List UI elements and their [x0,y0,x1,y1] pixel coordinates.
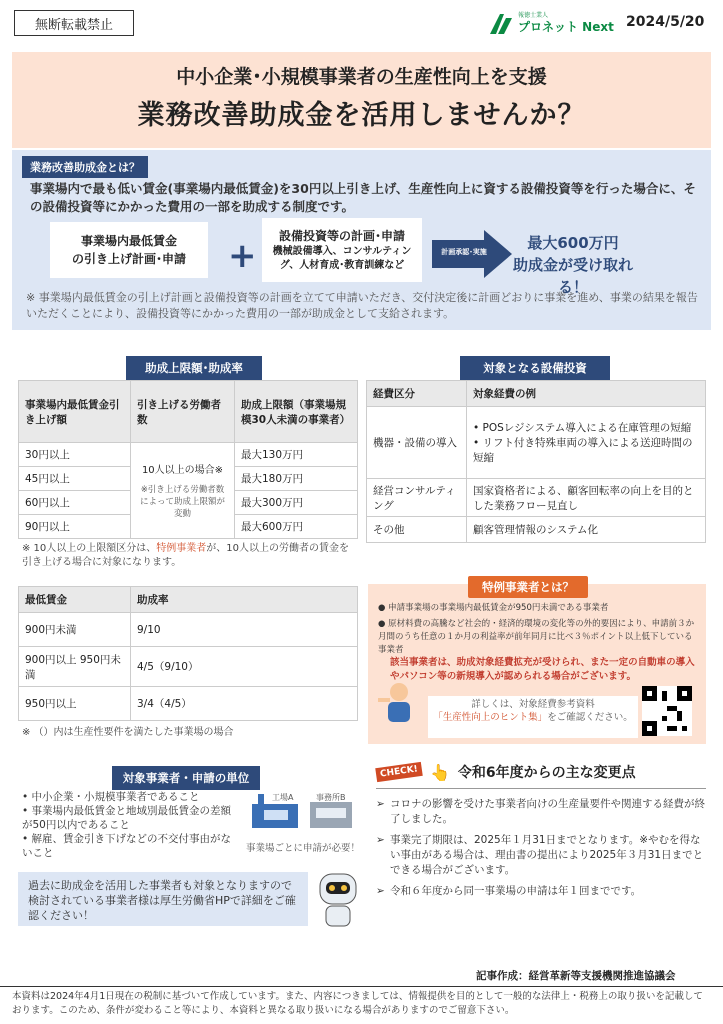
rates-col-wage: 最低賃金 [19,587,131,613]
equipment-heading: 対象となる設備投資 [460,356,610,380]
table-row [19,443,358,467]
limits-raise: 45円以上 [19,467,131,491]
limits-col-limit: 助成上限額（事業場規模30人未満の事業者） [235,381,358,443]
limits-raise: 90円以上 [19,515,131,539]
limits-note [22,542,358,570]
changes-list [376,788,706,899]
applicants-heading: 対象事業者・申請の単位 [112,766,260,790]
logo-name: プロネット Next [518,20,614,34]
rates-col-rate: 助成率 [131,587,358,613]
applicants-caption: 事業場ごとに申請が必要！ [246,843,361,854]
robot-icon [312,870,364,932]
limits-col-workers: 引き上げる労働者数 [131,381,235,443]
hero-subtitle: 中小企業･小規模事業者の生産性向上を支援 [176,66,547,88]
special-ref-link[interactable]: 「生産性向上のヒント集」 [433,712,548,723]
list-item: • 事業場内最低賃金と地域別最低賃金の差額が50円以内であること [22,805,232,831]
investment-plan-line2: 機械設備導入、コンサルティン [272,246,412,257]
rates-rate: 9/10 [131,613,358,647]
special-reference [428,696,638,738]
special-item-2: 原材料費の高騰など社会的・経済的環境の変化等の外的要因により、申請前３か月間のうち任意の１か月の利益率が前年同月に比べ３％ポイント以上低下している事業者 [378,619,695,655]
logo-mark-icon [488,10,514,36]
changes-title: 令和6年度からの主な変更点 [457,765,636,781]
intro-note: ※ 事業場内最低賃金の引上げ計画と設備投資等の計画を立てて申請いただき、交付決定後に計画どおりに事業を進め、事業の結果を報告いただくことにより、設備投資等にかかった費用の一部が助成金として支給されます。 [26,291,698,320]
wage-plan-line2: の引き上げ計画･申請 [71,252,186,266]
check-badge: CHECK! [375,762,422,782]
list-item: ➢ コロナの影響を受けた事業者向けの生産量要件や関連する経費が終了しました。 [376,797,706,827]
rates-wage: 900円未満 [19,613,131,647]
limits-workers-cell [131,443,235,539]
table-row [19,613,358,647]
intro-section [12,150,711,330]
rates-rate: 3/4（4/5） [131,687,358,721]
limits-note-pre: ※ 10人以上の上限額区分は、 [22,543,157,554]
limits-amount: 最大600万円 [235,515,358,539]
applicant-condition: 中小企業・小規模事業者であること [31,791,200,803]
person-pointing-icon [378,680,420,726]
limits-note-post: が、10人以上の労働者の賃金を引き上げる場合に対象になります。 [22,543,350,568]
footer-disclaimer: 本資料は2024年4月1日現在の税制に基づいて作成しています。また、内容につきましては、情報提供を目的として一般的な法律上・税務上の取り扱いを記載しております。このため、条件が変わること等により、本資料と異なる取り扱いになる場合がありますのでご留意下さい。 [12,991,703,1016]
limits-amount: 最大130万円 [235,443,358,467]
special-ref-line3: をご確認ください。 [547,712,633,723]
special-section [368,580,706,744]
equipment-table [366,380,706,543]
list-item: ➢ 事業完了期限は、2025年１月31日までとなります。※やむを得ない事由がある場合は、理由書の提出により2025年３月31日までとできる場合がございます。 [376,833,706,878]
plus-icon: + [228,236,257,276]
rates-wage: 900円以上 950円未満 [19,647,131,687]
result-line1: 最大600万円 [527,234,619,252]
list-item: ● 原材料費の高騰など社会的・経済的環境の変化等の外的要因により、申請前３か月間のうち任意の１か月の利益率が前年同月に比べ３％ポイント以上低下している事業者 [378,619,695,655]
equipment-col-category: 経費区分 [367,381,467,407]
list-item: ➢ 令和６年度から同一事業場の申請は年１回までです。 [376,884,706,899]
limits-table [18,380,358,539]
applicants-list [22,790,240,860]
rates-wage: 950円以上 [19,687,131,721]
qr-code-icon[interactable] [642,686,692,736]
result-text [508,232,638,298]
intro-tag: 業務改善助成金とは？ [22,156,148,178]
limits-amount: 最大300万円 [235,491,358,515]
office-label: 事務所B [316,793,346,802]
table-row [19,687,358,721]
list-item: • 解雇、賃金引き下げなどの不交付事由がないこと [22,833,232,859]
list-item: • 中小企業・小規模事業者であること [22,791,200,803]
limits-raise: 30円以上 [19,443,131,467]
special-highlight: 該当事業者は、助成対象経費拡充が受けられ、また一定の自動車の導入やパソコン等の新規導入が認められる場合がございます。 [390,657,695,682]
applicants-bubble: 過去に助成金を活用した事業者も対象となりますので検討されている事業者様は厚生労働省HPで詳細をご確認ください！ [18,872,308,926]
special-item-1: 申請事業場の事業場内最低賃金が950円未満である事業者 [388,603,609,613]
table-row [19,647,358,687]
rates-rate: 4/5（9/10） [131,647,358,687]
hero-title: 業務改善助成金を活用しませんか？ [137,100,586,131]
limits-heading: 助成上限額･助成率 [126,356,262,380]
footer-divider [0,986,723,987]
equipment-category: その他 [367,517,467,543]
equipment-example: 国家資格者による、顧客回転率の向上を目的とした業務フロー見直し [467,479,706,517]
applicant-condition: 解雇、賃金引き下げなどの不交付事由がないこと [22,833,232,859]
table-row [367,517,706,543]
table-row [367,479,706,517]
equipment-examples [467,407,706,479]
equipment-example: • リフト付き特殊車両の導入による送迎時間の短縮 [473,437,693,464]
limits-workers-main: 10人以上の場合※ [141,465,224,476]
investment-plan-box [262,218,422,282]
changes-section [376,762,706,905]
equipment-col-examples: 対象経費の例 [467,381,706,407]
limits-col-raise: 事業場内最低賃金引き上げ額 [19,381,131,443]
hero-banner [12,52,711,148]
arrow-label: 計画承認･実施 [441,248,487,256]
copyright-stamp: 無断転載禁止 [14,10,134,36]
thumbs-up-icon: 👆 [429,762,450,782]
factory-label: 工場A [272,793,294,802]
investment-plan-line3: グ、人材育成･教育訓練など [279,260,405,271]
applicant-condition: 事業場内最低賃金と地域別最低賃金の差額が50円以内であること [22,805,232,831]
logo-small-text: 報徳士業人 [518,12,549,19]
equipment-example: • POSレジシステム導入による在庫管理の短縮 [473,422,692,434]
table-row [367,407,706,479]
result-line2: 助成金が受け取れる！ [512,256,633,296]
limits-amount: 最大180万円 [235,467,358,491]
limits-raise: 60円以上 [19,491,131,515]
company-logo [488,8,623,38]
list-item: ● 申請事業場の事業場内最低賃金が950円未満である事業者 [378,603,609,613]
rates-note: ※ （）内は生産性要件を満たした事業場の場合 [22,727,234,738]
intro-description: 事業場内で最も低い賃金(事業場内最低賃金)を30円以上引き上げ、生産性向上に資する設備投資等を行った場合に、その設備投資等にかかった費用の一部を助成する制度です。 [30,181,696,214]
equipment-example: 顧客管理情報のシステム化 [467,517,706,543]
article-author: 記事作成：経営革新等支援機関推進協議会 [476,970,676,982]
special-heading: 特例事業者とは？ [468,576,588,598]
investment-plan-line1: 設備投資等の計画･申請 [278,229,405,243]
special-list [378,602,698,657]
limits-note-red: 特例事業者 [156,543,207,554]
special-ref-line1: 詳しくは、対象経費参考資料 [471,699,595,710]
publish-date: 2024/5/20 [626,14,705,30]
equipment-category: 機器・設備の導入 [367,407,467,479]
equipment-category: 経営コンサルティング [367,479,467,517]
wage-plan-line1: 事業場内最低賃金 [80,234,177,248]
limits-workers-note: ※引き上げる労働者数によって助成上限額が変動 [139,485,225,519]
rates-table [18,586,358,721]
wage-plan-box [50,222,208,278]
